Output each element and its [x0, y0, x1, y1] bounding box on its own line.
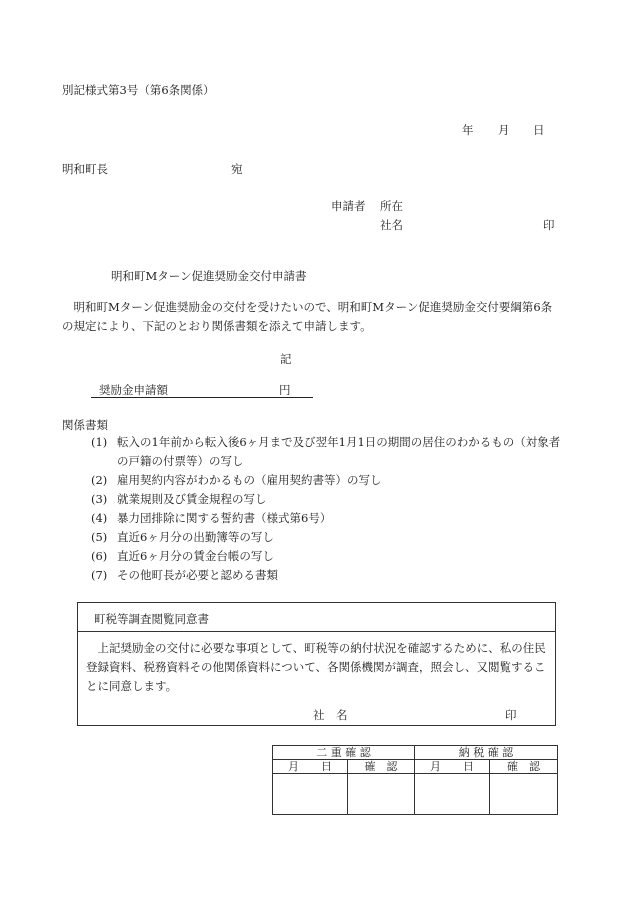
document-title: 明和町Mターン促進奨励金交付申請書 [111, 269, 307, 283]
list-item-text: その他町長が必要と認める書類 [117, 568, 278, 582]
list-item-number: (6) [91, 549, 108, 563]
list-item [91, 433, 561, 471]
list-item-number: (1) [91, 435, 108, 449]
list-item-text: 直近6ヶ月分の出勤簿等の写し [117, 530, 274, 544]
amount-underline [91, 397, 313, 398]
list-item [91, 547, 561, 566]
double-check-confirm-header: 確 認 [348, 760, 415, 774]
applicant-seal: 印 [543, 218, 555, 232]
consent-divider [78, 631, 555, 632]
list-item-number: (3) [91, 492, 108, 506]
ki-label: 記 [280, 352, 292, 366]
consent-box [77, 602, 556, 726]
list-item-number: (7) [91, 568, 108, 582]
double-check-header: 二 重 確 認 [273, 746, 415, 760]
addressee-suffix: 宛 [231, 162, 243, 176]
addressee-label: 明和町長 [62, 162, 108, 176]
form-label: 別記様式第3号（第6条関係） [62, 83, 215, 97]
date-day-label: 日 [533, 123, 545, 137]
date-month-label: 月 [498, 123, 510, 137]
list-item-text: 暴力団排除に関する誓約書（様式第6号） [117, 511, 332, 525]
application-body: 明和町Mターン促進奨励金の交付を受けたいので、明和町Mターン促進奨励金交付要綱第6条の規定により、下記のとおり関係書類を添えて申請します。 [62, 300, 553, 333]
confirmation-table [272, 745, 558, 815]
list-item-number: (4) [91, 511, 108, 525]
list-item [91, 471, 561, 490]
list-item [91, 566, 561, 585]
list-item-text: 転入の1年前から転入後6ヶ月まで及び翌年1月1日の期間の居住のわかるもの（対象者の戸籍の付票等）の写し [117, 435, 561, 468]
double-check-confirm-cell [348, 774, 415, 815]
double-check-date-cell [273, 774, 348, 815]
consent-text: 上記奨励金の交付に必要な事項として、町税等の納付状況を確認するために、私の住民登録資料、税務資料その他関係資料について、各関係機関が調査，照会し、又閲覧することに同意します。 [86, 641, 546, 693]
consent-title: 町税等調査閲覧同意書 [94, 612, 209, 626]
consent-seal: 印 [505, 708, 517, 722]
list-item-text: 就業規則及び賃金規程の写し [117, 492, 267, 506]
tax-check-confirm-cell [490, 774, 558, 815]
applicant-company-label: 社名 [380, 218, 403, 232]
tax-check-header: 納 税 確 認 [415, 746, 558, 760]
applicant-label: 申請者 [331, 199, 366, 213]
date-year-label: 年 [462, 123, 474, 137]
amount-unit: 円 [279, 383, 291, 397]
list-item-text: 直近6ヶ月分の賃金台帳の写し [117, 549, 274, 563]
list-item [91, 490, 561, 509]
applicant-address-label: 所在 [380, 199, 403, 213]
double-check-date-header: 月 日 [273, 760, 348, 774]
tax-check-confirm-header: 確 認 [490, 760, 558, 774]
consent-sign-label: 社 名 [313, 708, 348, 722]
list-item-number: (5) [91, 530, 108, 544]
documents-heading: 関係書類 [62, 418, 108, 432]
tax-check-date-cell [415, 774, 490, 815]
list-item-text: 雇用契約内容がわかるもの（雇用契約書等）の写し [117, 473, 382, 487]
list-item [91, 528, 561, 547]
amount-label: 奨励金申請額 [99, 383, 168, 397]
list-item-number: (2) [91, 473, 108, 487]
list-item [91, 509, 561, 528]
tax-check-date-header: 月 日 [415, 760, 490, 774]
